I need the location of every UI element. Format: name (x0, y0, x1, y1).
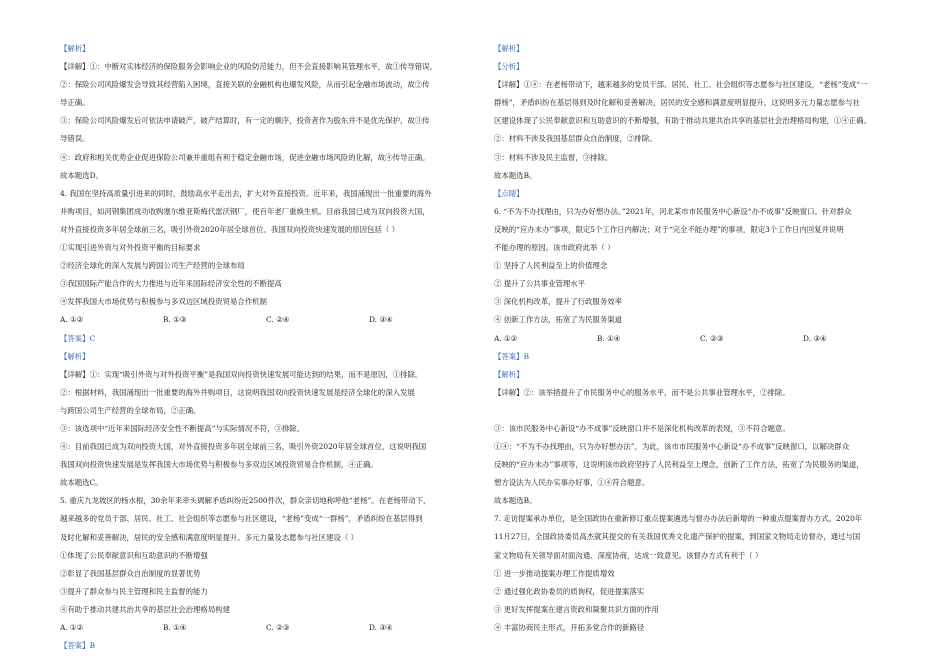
blank-line (494, 402, 906, 420)
text-line: 及时化解和妥善解决，居民的安全感和满意度明显提升。多元力量及志愿参与社区建设（ ） (60, 532, 358, 542)
option-c: C. ②③ (266, 623, 290, 632)
section-tag: 【解析】 (60, 351, 90, 361)
text-line: ③我国国际产能合作的大力推进与近年来国际经济安全性的不断提高 (60, 279, 282, 289)
option-b: B. ①③ (163, 315, 187, 325)
left-column (60, 40, 472, 655)
text-line: ①体现了公民奉献意识和互助意识的不断增强 (60, 550, 208, 560)
option-d: D. ③④ (803, 333, 827, 343)
section-tag: 【分析】 (494, 62, 524, 72)
text-line: ②：保险公司风险爆发会导致其经营陷入困境，直接关联的金融机构也爆发风险，从而引起金融市场波动，故②传 (60, 80, 430, 90)
text-line: ③：材料不涉及民主监督，③排除。 (494, 152, 613, 162)
text-line: ①④：“不为不办找理由，只为办好想办法”，为此，该市市民服务中心新设“办不成事”反映窗口，以解决群众 (494, 441, 850, 451)
text-line: 导正确。 (60, 98, 90, 108)
text-line: 不能办理的原因。该市政府此举（ ） (494, 243, 615, 253)
section-tag: 【解析】 (494, 44, 524, 53)
option-a: A. ①② (60, 623, 84, 632)
section-tag: 【答案】B (60, 641, 95, 651)
text-line: ④ 丰富协商民主形式，开拓多党合作的新路径 (494, 622, 645, 632)
option-d: D. ③④ (369, 315, 393, 325)
section-tag: 【答案】B (494, 351, 529, 361)
text-line: 故本题选D。 (60, 170, 103, 180)
text-line: ②：材料不涉及我国基层群众自治制度，②排除。 (494, 134, 657, 144)
option-c: C. ②③ (700, 333, 724, 343)
question-stem: 4. 我国在坚持高质量引进来的同时，鼓励高水平走出去，扩大对外直接投资。近年来，我国涌现出一批重要的海外 (60, 188, 432, 198)
option-d: D. ③④ (369, 623, 393, 632)
text-line: ③提升了群众参与民主管理和民主监督的能力 (60, 586, 208, 596)
text-line: 故本题选C。 (60, 478, 103, 488)
question-stem: 5. 重庆九龙坡区的杨水根，30余年来牵头调解矛盾纠纷近2500件次，群众亲切地称呼他“老杨”。在老杨带动下， (60, 496, 431, 506)
text-line: ③：该市民服务中心新设“办不成事”反映窗口并不是深化机构改革的表现，③不符合题意。 (494, 423, 790, 433)
right-column (494, 40, 906, 637)
text-line: 【详解】①：中断对实体经济的保险服务会影响企业的风险防范能力，但不会直接影响其管理水平，故①传导错误。 (60, 62, 437, 72)
section-tag: 【解析】 (494, 369, 524, 379)
text-line: ③：该选项中“近年来国际经济安全性不断提高”与实际情况不符，③排除。 (60, 423, 305, 433)
text-line: ② 提升了公共事业管理水平 (494, 279, 586, 289)
text-line: 并购项目，如河钢集团成功收购塞尔维亚斯梅代雷沃钢厂，使百年老厂重焕生机。目前我国已成为双向投资大国， (60, 206, 430, 216)
text-line: ① 进一步推动提案办理工作提质增效 (494, 568, 615, 578)
text-line: ④ 创新工作方法，拓宽了为民服务渠道 (494, 315, 622, 325)
text-line: 我国双向投资快速发展是发挥我国大市场优势与积极参与多双边区域投资贸易合作机制，④正确。 (60, 460, 378, 470)
text-line: ②彰显了我国基层群众自治制度的显著优势 (60, 568, 201, 578)
text-line: ①实现引进外资与对外投资平衡的目标要求 (60, 243, 201, 253)
text-line: ③ 深化机构改革，提升了行政服务效率 (494, 297, 622, 307)
text-line: ③ 更好发挥提案在建言资政和凝聚共识方面的作用 (494, 604, 659, 614)
text-line: 对外直接投资多年居全球前三名，吸引外资2020年居全球首位。我国双向投资快速发展的原因包括（ ） (60, 224, 399, 234)
text-line: 家文物局有关领导面对面沟通、深度协商，达成一致意见。该督办方式有利于（ ） (494, 550, 763, 560)
text-line: 故本题选B。 (494, 170, 537, 180)
text-line: 11月27日，全国政协委员高杰就其提交的有关我国优秀文化遗产保护的提案，到国家文物局走访督办，通过与国 (494, 532, 861, 542)
text-line: ② 通过强化政协委员的质询权，促进提案落实 (494, 586, 645, 596)
text-line: ③：保险公司风险爆发后可依法申请破产，破产结算时，有一定的顺序，投资者作为股东并不是优先保护，故③传 (60, 116, 430, 126)
option-c: C. ②④ (266, 315, 290, 325)
section-tag: 【答案】C (60, 333, 96, 343)
text-line: 想方设法为人民办实事办好事，①④符合题意。 (494, 478, 650, 488)
question-stem: 7. 走访提案承办单位，是全国政协在重新修订重点提案遴选与督办办法后新增的一种重点提案督办方式。2020年 (494, 514, 863, 524)
text-line: 越来越多的党员干部、居民、社工、社会组织等志愿参与社区建设，“老杨”变成“一群杨”，矛盾纠纷在基层得到 (60, 514, 423, 524)
question-stem: 6. “不为不办找理由，只为办好想办法。”2021年，河北某市市民服务中心新设“办不成事”反映窗口。针对群众 (494, 206, 852, 216)
text-line: ②经济全球化的深入发展与跨国公司生产经营的全球布局 (60, 261, 245, 271)
text-line: ④：目前我国已成为双向投资大国，对外直接投资多年居全球前三名，吸引外资2020年居全球首位，这说明我国 (60, 442, 427, 452)
text-line: 【详解】②：该举措提升了市民服务中心的服务水平，而不是公共事业管理水平，②排除。 (494, 387, 790, 397)
text-line: 群杨”，矛盾纠纷在基层得到及时化解和妥善解决，居民的安全感和满意度明显提升，这说明多元力量志愿参与社 (494, 98, 860, 108)
answer-options (60, 311, 472, 329)
section-tag: 【点睛】 (494, 188, 524, 198)
text-line: ④：政府和相关优势企业促进保险公司兼并重组有利于稳定金融市场，促进金融市场风险的化解，故④传导正确。 (60, 152, 430, 162)
answer-options (60, 619, 472, 637)
answer-options (494, 330, 906, 348)
section-tag: 【解析】 (60, 44, 90, 53)
text-line: ④发挥我国大市场优势与积极参与多双边区域投资贸易合作机制 (60, 297, 267, 307)
text-line: 反映的“应办未办”事项等，这说明该市政府坚持了人民利益至上理念，创新了工作方法，拓宽了为民服务的渠道， (494, 460, 864, 470)
text-line: ① 坚持了人民利益至上的价值理念 (494, 261, 608, 271)
text-line: 导错误。 (60, 134, 90, 144)
text-line: 【详解】①：实现“吸引外资与对外投资平衡”是我国双向投资快速发展可能达到的结果，而不是原因，①排除。 (60, 369, 423, 379)
option-b: B. ①④ (163, 623, 187, 632)
text-line: 与跨国公司生产经营的全球布局，②正确。 (60, 405, 201, 415)
option-b: B. ①④ (597, 333, 621, 343)
text-line: 【详解】①④：在老杨带动下，越来越多的党员干部、居民、社工、社会组织等志愿参与社区建设，“老杨”变成“一 (494, 80, 868, 90)
text-line: ④有助于推动共建共治共享的基层社会治理格局构建 (60, 604, 230, 614)
text-line: 故本题选B。 (494, 496, 537, 506)
option-a: A. ①② (60, 315, 84, 325)
text-line: 区建设体现了公民奉献意识和互助意识的不断增强，有助于推动共建共治共享的基层社会治理格局构建，①④正确。 (494, 116, 871, 126)
text-line: ②：根据材料，我国涌现出一批重要的海外并购项目，这说明我国双向投资快速发展是经济全球化的深入发展 (60, 387, 415, 397)
option-a: A. ①② (494, 333, 518, 343)
text-line: 反映的“应办未办”事项，限定5个工作日内解决；对于“完全不能办理”的事项，限定3个工作日内回复并说明 (494, 224, 844, 234)
